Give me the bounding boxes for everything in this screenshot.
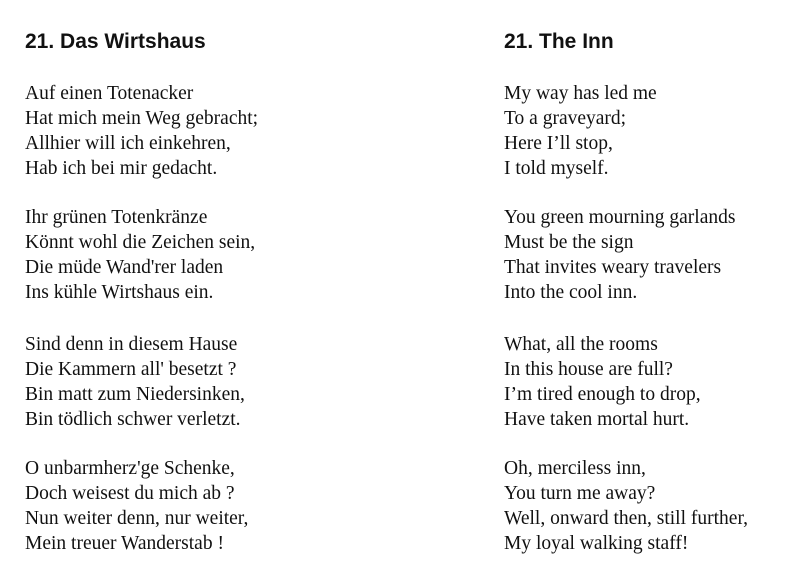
poem-line: Oh, merciless inn, <box>504 458 646 479</box>
poem-line: Bin matt zum Niedersinken, <box>25 384 245 405</box>
german-stanza-3 <box>25 332 245 432</box>
poem-line: My loyal walking staff! <box>504 533 689 554</box>
poem-line: You turn me away? <box>504 483 656 504</box>
poem-line: What, all the rooms <box>504 334 658 355</box>
poem-line: Die Kammern all' besetzt ? <box>25 359 237 380</box>
poem-line: My way has led me <box>504 83 657 104</box>
english-stanza-4 <box>504 456 748 556</box>
poem-line: That invites weary travelers <box>504 257 722 278</box>
english-title: 21. The Inn <box>504 30 614 53</box>
poem-line: Must be the sign <box>504 232 634 253</box>
poem-line: Have taken mortal hurt. <box>504 409 690 430</box>
poem-line: Well, onward then, still further, <box>504 508 749 529</box>
poem-line: You green mourning garlands <box>504 207 736 228</box>
english-stanza-2 <box>504 205 735 305</box>
poem-line: To a graveyard; <box>504 108 627 129</box>
german-title: 21. Das Wirtshaus <box>25 30 206 53</box>
poem-line: Könnt wohl die Zeichen sein, <box>25 232 256 253</box>
poem-line: Hab ich bei mir gedacht. <box>25 158 218 179</box>
german-stanza-2 <box>25 205 255 305</box>
poem-line: Mein treuer Wanderstab ! <box>25 533 224 554</box>
german-stanza-1 <box>25 81 258 181</box>
poem-line: Sind denn in diesem Hause <box>25 334 238 355</box>
poem-line: Allhier will ich einkehren, <box>25 133 231 154</box>
poem-line: Ihr grünen Totenkränze <box>25 207 208 228</box>
english-stanza-3 <box>504 332 701 432</box>
english-stanza-1 <box>504 81 657 181</box>
poem-line: Ins kühle Wirtshaus ein. <box>25 282 214 303</box>
poem-line: Into the cool inn. <box>504 282 638 303</box>
poem-line: Bin tödlich schwer verletzt. <box>25 409 241 430</box>
poem-line: In this house are full? <box>504 359 673 380</box>
poem-line: I told myself. <box>504 158 609 179</box>
german-stanza-4 <box>25 456 248 556</box>
poem-line: Die müde Wand'rer laden <box>25 257 224 278</box>
poem-line: O unbarmherz'ge Schenke, <box>25 458 235 479</box>
poem-line: Auf einen Totenacker <box>25 83 194 104</box>
poem-line: Hat mich mein Weg gebracht; <box>25 108 259 129</box>
poem-line: I’m tired enough to drop, <box>504 384 701 405</box>
poem-line: Here I’ll stop, <box>504 133 613 154</box>
poem-line: Doch weisest du mich ab ? <box>25 483 235 504</box>
poem-line: Nun weiter denn, nur weiter, <box>25 508 249 529</box>
